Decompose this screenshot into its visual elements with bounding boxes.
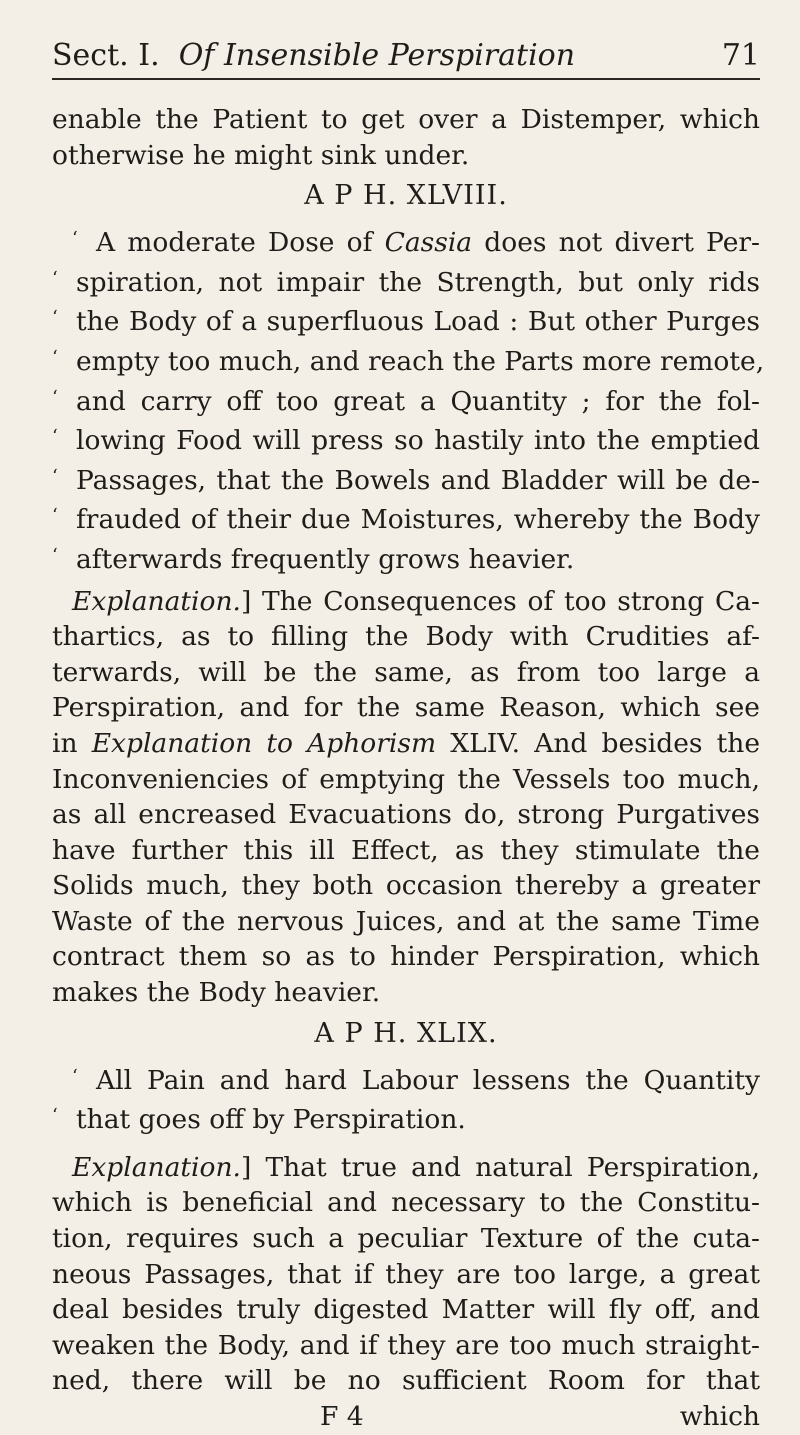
quote-mark: ‘ bbox=[52, 505, 58, 527]
intro-line-2: otherwise he might sink under. bbox=[52, 139, 470, 171]
aphorism-48-line bbox=[52, 300, 760, 340]
quote-mark: ‘ bbox=[72, 228, 78, 250]
explanation-line: tion, requires such a peculiar Texture of the cuta- bbox=[52, 1223, 760, 1255]
explanation-line: Waste of the nervous Juices, and at the same Time bbox=[52, 905, 760, 937]
quote-mark: ‘ bbox=[52, 465, 58, 487]
text-segment: and carry off too great a Quantity ; for the fol- bbox=[76, 385, 760, 417]
explanation-line: terwards, will be the same, as from too large a bbox=[52, 656, 760, 688]
page-footer bbox=[52, 1399, 760, 1435]
explanation-line: thartics, as to filling the Body with Crudities af- bbox=[52, 621, 760, 653]
quote-mark: ‘ bbox=[52, 544, 58, 566]
spacer bbox=[52, 1138, 760, 1150]
running-header bbox=[52, 38, 760, 80]
header-left bbox=[52, 38, 575, 74]
explanation-label: Explanation. bbox=[72, 1151, 241, 1183]
explanation-line: deal besides truly digested Matter will fly off, and bbox=[52, 1294, 760, 1326]
running-title: Of Insensible Perspiration bbox=[178, 38, 576, 73]
explanation-line: Solids much, they both occasion thereby a greater bbox=[52, 870, 760, 902]
signature-mark: F 4 bbox=[320, 1401, 364, 1432]
quote-mark: ‘ bbox=[52, 386, 58, 408]
text-segment: that goes off by Perspiration. bbox=[76, 1104, 466, 1136]
quote-mark: ‘ bbox=[52, 267, 58, 289]
explanation-line: ned, there will be no sufficient Room for that bbox=[52, 1365, 760, 1397]
aphorism-49-line bbox=[52, 1098, 760, 1138]
aphorism-48-line bbox=[52, 419, 760, 459]
text-segment: ] The Consequences of too strong Ca- bbox=[240, 585, 760, 617]
text-segment: frauded of their due Moistures, whereby the Body bbox=[76, 504, 760, 536]
explanation-line bbox=[52, 1150, 760, 1186]
aphorism-48-heading: A P H. XLVIII. bbox=[304, 180, 508, 212]
text-segment: All Pain and hard Labour lessens the Quantity bbox=[96, 1064, 760, 1096]
explanation-line: which is beneficial and necessary to the Constitu- bbox=[52, 1187, 760, 1219]
explanation-line: Perspiration, and for the same Reason, which see bbox=[52, 692, 760, 724]
explanation-label: Explanation. bbox=[72, 585, 241, 617]
italic-word: Cassia bbox=[384, 227, 473, 259]
explanation-line: contract them so as to hinder Perspiration, which bbox=[52, 941, 760, 973]
text-segment: empty too much, and reach the Parts more remote, bbox=[76, 345, 765, 377]
explanation-line bbox=[52, 584, 760, 620]
aphorism-48-line bbox=[52, 459, 760, 499]
quote-mark: ‘ bbox=[52, 1105, 58, 1127]
text-segment: in bbox=[52, 727, 92, 759]
intro-line-1: enable the Patient to get over a Distemper, which bbox=[52, 104, 760, 135]
aphorism-48-line bbox=[52, 380, 760, 420]
text-segment: spiration, not impair the Strength, but only rids bbox=[76, 266, 760, 298]
page-number: 71 bbox=[721, 38, 760, 73]
quote-mark: ‘ bbox=[52, 307, 58, 329]
aphorism-48-text bbox=[52, 221, 765, 577]
explanation-line: makes the Body heavier. bbox=[52, 977, 381, 1009]
aphorism-49-explanation bbox=[52, 1150, 760, 1399]
text-segment: ] That true and natural Perspiration, bbox=[240, 1151, 760, 1183]
explanation-line: neous Passages, that if they are too large, a great bbox=[52, 1258, 760, 1290]
text-segment: afterwards frequently grows heavier. bbox=[76, 543, 575, 575]
aphorism-48-line bbox=[52, 261, 760, 301]
quote-mark: ‘ bbox=[52, 346, 58, 368]
aphorism-49-text bbox=[52, 1059, 760, 1138]
aphorism-49-heading: A P H. XLIX. bbox=[314, 1017, 498, 1049]
catchword: which bbox=[679, 1401, 760, 1432]
aphorism-48-line bbox=[52, 498, 760, 538]
text-segment: does not divert Per- bbox=[472, 227, 760, 259]
explanation-line: Inconveniencies of emptying the Vessels too much, bbox=[52, 763, 760, 795]
text-segment: A moderate Dose of bbox=[96, 227, 385, 259]
aphorism-48-line bbox=[52, 538, 760, 578]
text-segment: Passages, that the Bowels and Bladder will be de- bbox=[76, 464, 760, 496]
explanation-line bbox=[52, 726, 760, 762]
explanation-line: have further this ill Effect, as they stimulate the bbox=[52, 834, 760, 866]
quote-mark: ‘ bbox=[52, 426, 58, 448]
aphorism-48-explanation bbox=[52, 584, 760, 1011]
explanation-line: as all encreased Evacuations do, strong Purgatives bbox=[52, 799, 760, 831]
aphorism-reference: Explanation to Aphorism bbox=[91, 727, 437, 759]
aphorism-48-line bbox=[52, 221, 760, 261]
quote-mark: ‘ bbox=[72, 1065, 78, 1087]
text-segment: the Body of a superfluous Load : But other Purges bbox=[76, 306, 760, 338]
explanation-line: weaken the Body, and if they are too much straight- bbox=[52, 1329, 760, 1361]
aphorism-48-line bbox=[52, 340, 765, 380]
aphorism-49-line bbox=[52, 1059, 760, 1099]
section-label: Sect. I. bbox=[52, 38, 160, 73]
text-segment: lowing Food will press so hastily into the emptied bbox=[76, 425, 760, 457]
text-segment: XLIV. And besides the bbox=[436, 727, 761, 759]
